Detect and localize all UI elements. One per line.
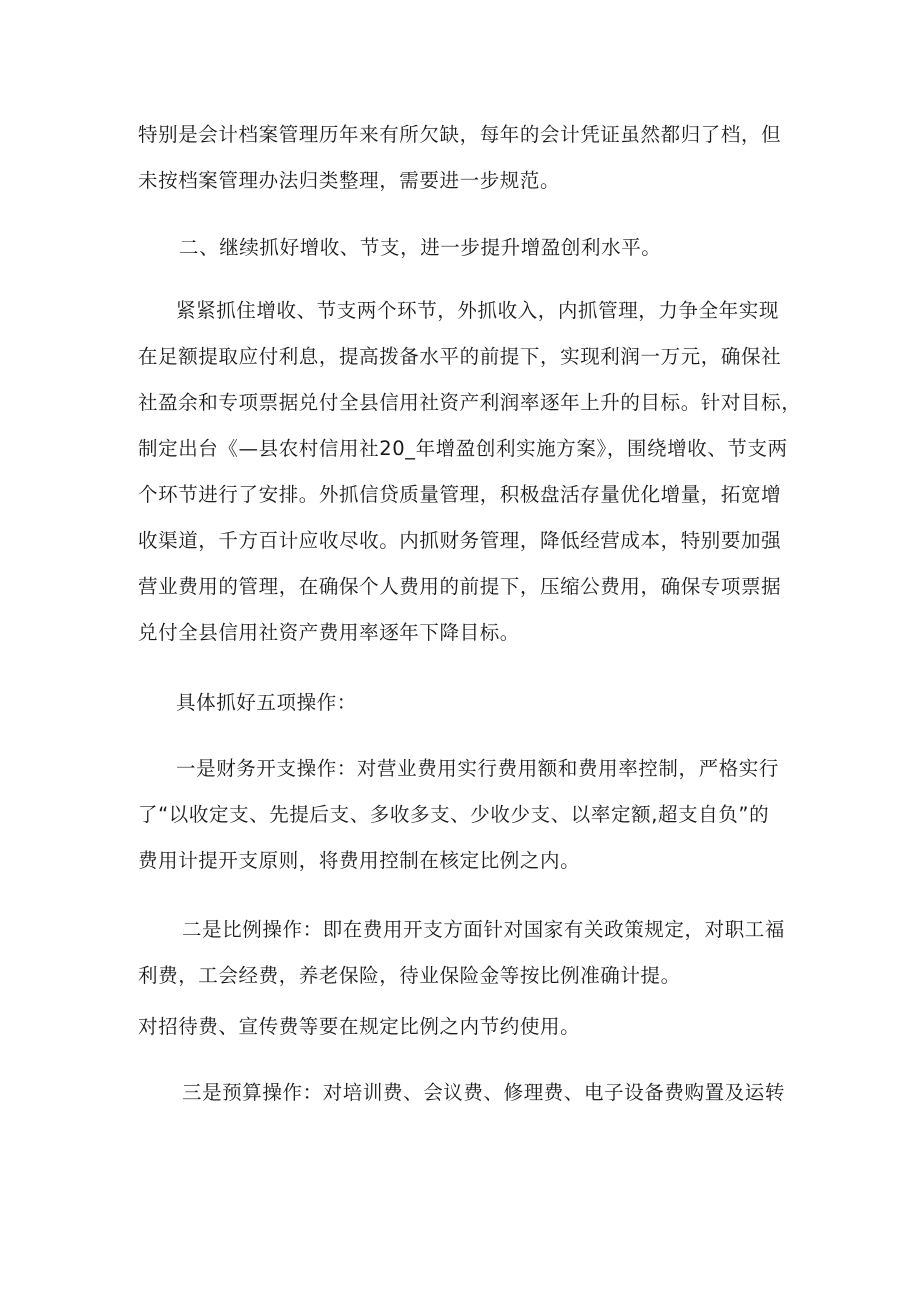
text-line: 在足额提取应付利息，提高拨备水平的前提下，实现利润一万元，确保社 xyxy=(138,345,782,368)
text-line: 未按档案管理办法归类整理，需要进一步规范。 xyxy=(138,169,561,192)
text-line: 三是预算操作：对培训费、会议费、修理费、电子设备费购置及运转 xyxy=(182,1081,786,1104)
text-line: 具体抓好五项操作： xyxy=(176,691,357,714)
text-line: 兑付全县信用社资产费用率逐年下降目标。 xyxy=(138,621,520,644)
text-line: 了“以收定支、先提后支、多收多支、少收少支、以率定额,超支自负”的 xyxy=(138,803,770,826)
text-line: 一是财务开支操作：对营业费用实行费用额和费用率控制，严格实行 xyxy=(176,757,780,780)
text-line: 制定出台《—县农村信用社20_年增盈创利实施方案》，围绕增收、节支两 xyxy=(138,437,788,460)
text-line: 费用计提开支原则，将费用控制在核定比例之内。 xyxy=(138,849,581,872)
text-line: 紧紧抓住增收、节支两个环节，外抓收入，内抓管理，力争全年实现 xyxy=(176,299,780,322)
heading-text: 二、继续抓好增收、节支，进一步提升增盈创利水平。 xyxy=(179,236,662,259)
text-line: 特别是会计档案管理历年来有所欠缺，每年的会计凭证虽然都归了档，但 xyxy=(138,123,782,146)
text-line: 二是比例操作：即在费用开支方面针对国家有关政策规定，对职工福 xyxy=(182,918,786,941)
text-line: 营业费用的管理，在确保个人费用的前提下，压缩公费用，确保专项票据 xyxy=(138,575,782,598)
text-line: 对招待费、宣传费等要在规定比例之内节约使用。 xyxy=(138,1015,581,1038)
text-line: 收渠道，千方百计应收尽收。内抓财务管理，降低经营成本，特别要加强 xyxy=(138,529,782,552)
text-line: 个环节进行了安排。外抓信贷质量管理，积极盘活存量优化增量，拓宽增 xyxy=(138,483,782,506)
text-line: 社盈余和专项票据兑付全县信用社资产利润率逐年上升的目标。针对目标， xyxy=(138,391,802,414)
text-line: 利费，工会经费，养老保险，待业保险金等按比例准确计提。 xyxy=(138,964,681,987)
